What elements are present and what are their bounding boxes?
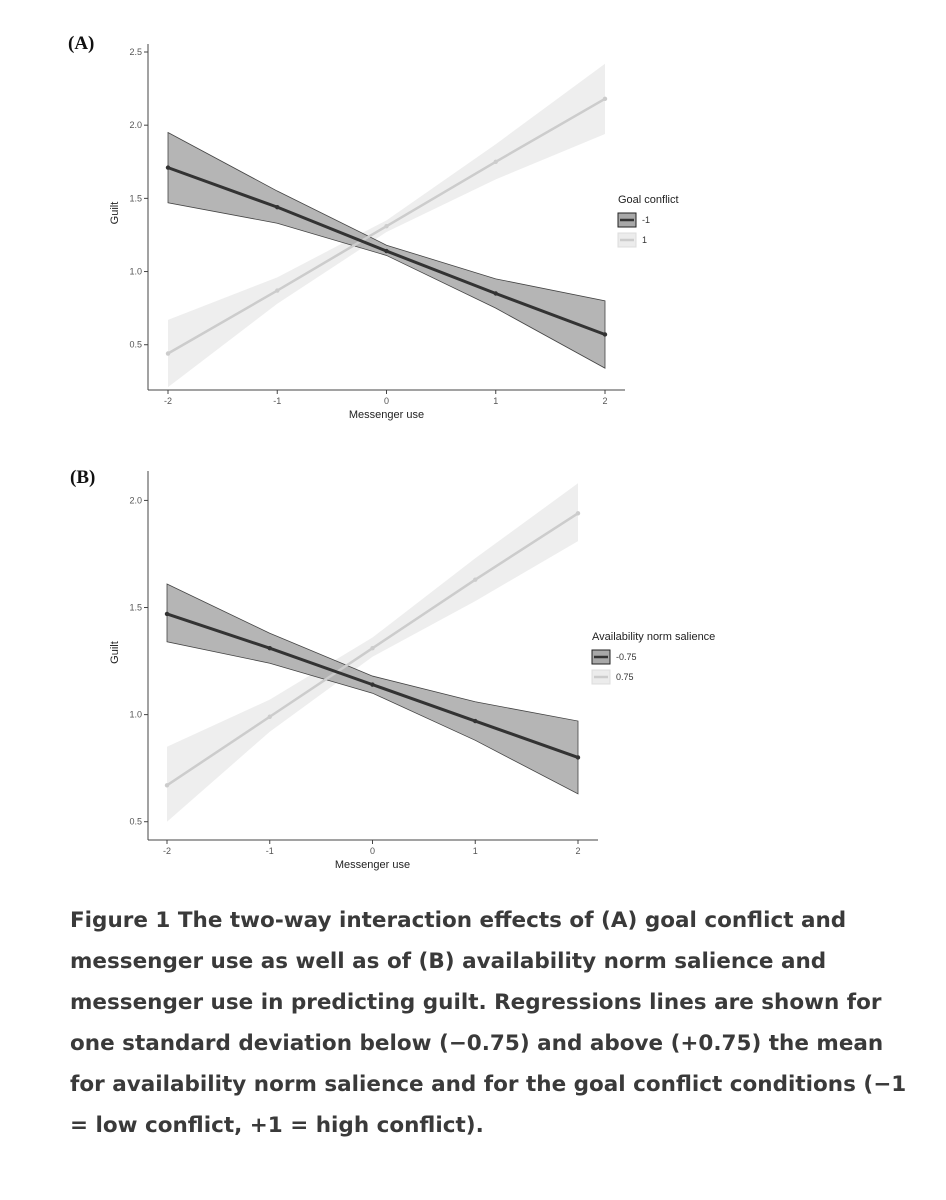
x-tick-label: 2 [575, 846, 581, 856]
data-point [275, 288, 279, 292]
data-point [576, 755, 580, 759]
y-tick-label: 2.5 [129, 47, 142, 57]
y-tick-label: 1.0 [129, 709, 142, 720]
y-axis-title: Guilt [109, 641, 121, 664]
data-point [494, 291, 498, 295]
x-tick-label: -2 [162, 846, 172, 856]
x-tick-label: 1 [472, 846, 478, 856]
data-point [603, 332, 607, 336]
data-point [275, 205, 279, 209]
y-tick-label: 1.5 [129, 193, 142, 204]
data-point [165, 612, 169, 616]
data-point [603, 97, 607, 101]
data-point [370, 646, 374, 650]
x-tick-label: 1 [493, 396, 499, 406]
x-tick-label: -1 [273, 396, 282, 406]
data-point [166, 165, 170, 169]
figure-caption: Figure 1 The two-way interaction effects of (A) goal conflict and messenger use as well as of (B) availability norm salience and messenger use in predicting guilt. Regressions lines are shown for one standard deviation below (−0.75) and above (+0.75) the mean for availability norm salience and for the goal conflict conditions (−1 = low conflict, +1 = high conflict). [70, 908, 907, 1138]
data-point [473, 577, 477, 581]
x-axis-title: Messenger use [334, 859, 411, 871]
data-point [165, 783, 169, 787]
x-tick-label: 2 [602, 396, 608, 406]
legend-label: -0.75 [616, 652, 637, 662]
data-point [268, 715, 272, 719]
data-point [576, 511, 580, 515]
panel-label-b: (B) [70, 467, 96, 488]
legend-label: 0.75 [616, 672, 634, 682]
panel-label-a: (A) [68, 33, 95, 54]
y-tick-label: 2.0 [129, 120, 142, 131]
legend-title: Availability norm salience [592, 631, 716, 643]
data-point [370, 682, 374, 686]
y-tick-label: 1.5 [129, 602, 142, 613]
legend-title: Goal conflict [618, 194, 679, 206]
y-tick-label: 2.0 [129, 495, 142, 506]
data-point [384, 224, 388, 228]
data-point [166, 351, 170, 355]
data-point [494, 160, 498, 164]
y-axis-title: Guilt [109, 201, 121, 225]
legend-label: 1 [642, 235, 648, 245]
legend-label: -1 [642, 215, 651, 225]
y-tick-label: 0.5 [129, 816, 142, 827]
x-tick-label: -2 [163, 396, 173, 406]
y-tick-label: 0.5 [129, 339, 142, 350]
chart-a [0, 0, 946, 440]
x-tick-label: 0 [369, 846, 376, 856]
chart-b [0, 440, 946, 880]
x-tick-label: -1 [265, 846, 274, 856]
y-tick-label: 1.0 [129, 266, 142, 277]
data-point [473, 719, 477, 723]
data-point [384, 249, 388, 253]
x-axis-title: Messenger use [348, 409, 425, 421]
x-tick-label: 0 [383, 396, 390, 406]
data-point [268, 646, 272, 650]
